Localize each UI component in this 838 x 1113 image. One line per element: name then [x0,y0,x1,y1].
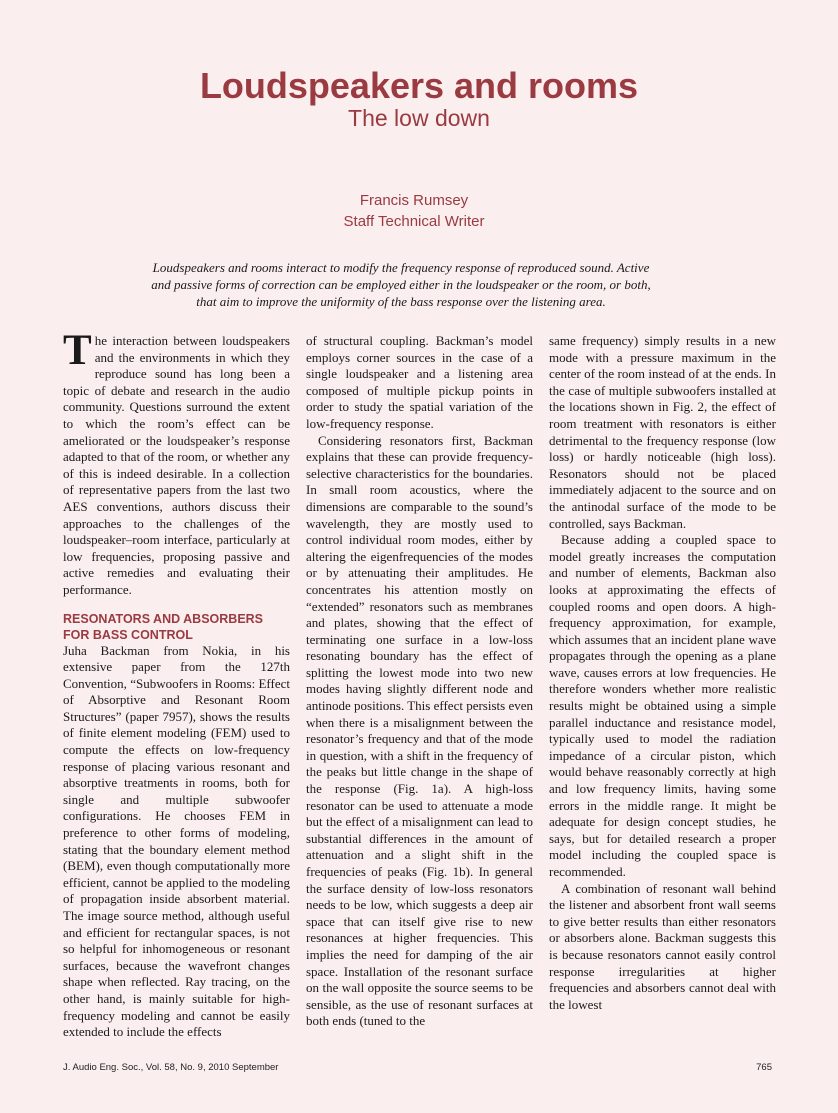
author-name: Francis Rumsey [359,192,469,209]
author-block [0,190,828,232]
drop-cap: T [63,333,92,374]
body-column-2 [306,333,533,1053]
section-heading-line-1: RESONATORS AND ABSORBERS [63,611,264,626]
intro-paragraph [63,333,290,599]
body-paragraph: same frequency) simply results in a new mode with a pressure maximum in the center of the room instead of at the ends. In the case of multiple subwoofers installed at the locations shown in Fig. 2, the effect of room treatment with resonators is either detrimental to the frequency response (low loss) or hardly noticeable (high loss). Resonators should not be placed immediately adjacent to the source and on the antinodal surface of the mode to be controlled, says Backman. [549,333,776,531]
body-column-3 [549,333,776,1053]
article-title: Loudspeakers and rooms [199,65,639,106]
journal-citation: J. Audio Eng. Soc., Vol. 58, No. 9, 2010 September [63,1062,279,1073]
body-paragraph: Because adding a coupled space to model greatly increases the computation and number of elements, Backman also looks at approximating the effects of coupled rooms and open doors. A high-frequency approximation, for example, which assumes that an incident plane wave propagates through the opening as a plane wave, causes errors at low frequencies. He therefore wonders whether more realistic results might be obtained using a simple parallel inductance and resistance model, typically used to model the radiation impedance of a circular piston, which would behave reasonably correctly at high and low frequency limits, having some errors in the middle range. It might be adequate for design concept studies, he says, but for detailed research a proper model including the coupled space is recommended. [549,532,776,879]
author-role: Staff Technical Writer [343,213,485,230]
body-paragraph: A combination of resonant wall behind the listener and absorbent front wall seems to give better results than either resonators or absorbers alone. Backman suggests this is because resonators cannot easily control response irregularities at higher frequencies and absorbers cannot deal with the lowest [549,880,776,1012]
body-paragraph: of structural coupling. Backman’s model employs corner sources in the case of a single loudspeaker and a listening area composed of multiple pickup points in order to study the spatial variation of the low-frequency response. [306,333,533,431]
section-heading-line-2: FOR BASS CONTROL [63,627,193,642]
body-paragraph: Juha Backman from Nokia, in his extensive paper from the 127th Convention, “Subwoofers in Rooms: Effect of Absorptive and Resonant Room Structures” (paper 7957), shows the results of finite element modeling (FEM) used to compute the effects on low-frequency response of placing various resonant and absorptive treatments in rooms, both for single and multiple subwoofer configurations. He chooses FEM in preference to other forms of modeling, stating that the boundary element method (BEM), even though computationally more efficient, cannot be applied to the modeling of propagation inside absorbent material. The image source method, although useful and efficient for rectangular spaces, is not so helpful for inhomogeneous or resonant surfaces, because the wavefront changes shape when reflected. Ray tracing, on the other hand, is mainly suitable for high-frequency modeling and cannot be easily extended to include the effects [63,642,290,1040]
body-paragraph: Considering resonators first, Backman explains that these can provide frequency-selective characteristics for the boundaries. In small room acoustics, where the dimensions are comparable to the sound’s wavelength, they are mostly used to control individual room modes, either by altering the eigenfrequencies of the modes or by attenuating their amplitudes. He concentrates his attention mostly on “extended” resonators such as membranes and plates, showing that the effect of terminating one surface in a low-loss resonating boundary has the effect of splitting the lowest mode into two new modes having slightly different node and antinode positions. This effect persists even when there is a misalignment between the resonator’s frequency and that of the mode in question, with a shift in the frequency of the peaks but little change in the shape of the response (Fig. 1a). A high-loss resonator can be used to attenuate a mode but the effect of a misalignment can lead to substantial differences in the amount of attenuation and a slight shift in the frequencies of peaks (Fig. 1b). In general the surface density of low-loss resonators needs to be low, which suggests a deep air space that can itself give rise to new resonances at higher frequencies. This implies the need for damping of the air space. Installation of the resonant surface on the wall opposite the source seems to be sensible, as the use of resonant surfaces at both ends (tuned to the [306,432,533,1029]
body-column-1 [63,333,290,1053]
article-subtitle: The low down [348,105,490,131]
abstract: Loudspeakers and rooms interact to modify the frequency response of reproduced sound. Active and passive forms of correction can be employed either in the loudspeaker or the room, or both, that aim to improve the uniformity of the bass response over the listening area. [151,260,651,309]
intro-text: he interaction between loudspeakers and the environments in which they reproduce sound has long been a topic of debate and research in the audio community. Questions surround the extent to which the room’s effect can be ameliorated or the loudspeaker’s response adapted to that of the room, or whether any of this is indeed desirable. In a collection of representative papers from the last two AES conventions, authors discuss their approaches to the challenges of the loudspeaker–room interface, particularly at low frequencies, proposing passive and active remedies and evaluating their performance. [63,333,290,597]
section-heading [63,611,290,643]
page-number: 765 [756,1062,772,1073]
